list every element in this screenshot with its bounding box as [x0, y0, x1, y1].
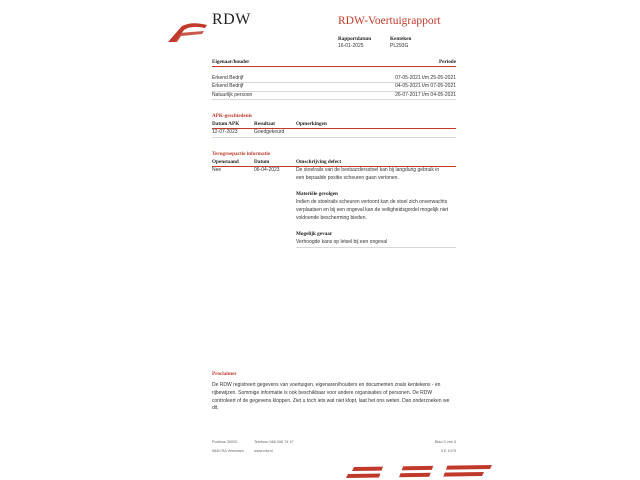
footer-web: www.rdw.nl [254, 449, 273, 453]
footer-stripes-icon [344, 464, 494, 480]
footer-address: 9640 RA Veendam [212, 449, 244, 453]
recall-col-date: Datum [254, 159, 270, 165]
proclaimer-title: Proclaimer [212, 371, 237, 377]
proclaimer-text: De RDW registreert gegevens van voertuigen, eigenaren/houders en documenten zoals kentekens - en rijbewijzen. Sommige informatie is ook beschikbaar voor andere organisaties of personen. De RDW controleert of de gegevens kloppen. Ziet u toch iets wat niet klopt, laat het ons weten. Dan onderzoeken we dit. [212, 382, 450, 412]
recall-defect-text: De stoelrails van de bestuurdersstoel kan bij langdurig gebruik in een bepaalde positie scheuren gaan vertonen. [296, 167, 440, 181]
apk-col-date: Datum APK [212, 121, 240, 127]
recall-col-open: Openstaand [212, 159, 239, 165]
rdw-logo-icon [166, 22, 208, 44]
footer-page: Blad 3 van 3 [434, 440, 456, 444]
danger-text: Verhoogde kans op letsel bij een ongeval [296, 239, 388, 245]
footer-postbus: Postbus 30000 [212, 440, 238, 444]
owner-row-2-type: Erkend Bedrijf [212, 83, 244, 89]
report-date: 16-01-2025 [338, 43, 364, 49]
plate-label: Kenteken [390, 36, 412, 42]
danger-title: Mogelijk gevaar [296, 231, 333, 237]
period-header: Periode [439, 59, 456, 65]
consequence-text: Indien de stoelrails scheuren vertoont kan de stoel zich onverwachts verplaatsen en bij een ongeval kan de veiligheidsgordel mogelijk niet voldoende bescherming bieden. [296, 199, 449, 221]
recall-open-value: Nee [212, 167, 222, 173]
apk-col-remarks: Opmerkingen [296, 121, 327, 127]
apk-section-title: APK-geschiedenis [212, 113, 253, 119]
owner-row-3-type: Natuurlijk persoon [212, 91, 253, 98]
recall-section-title: Terugroepactie informatie [212, 151, 271, 157]
footer-code: 3 E 1079 [440, 449, 456, 453]
owner-row-2-period: 04-05-2021 t/m 07-05-2021 [395, 83, 456, 89]
apk-row-result: Goedgekeurd [254, 129, 285, 135]
recall-col-defect: Omschrijving defect [296, 159, 342, 165]
org-name: RDW [212, 11, 251, 28]
recall-date-value: 06-04-2023 [254, 167, 280, 173]
consequence-title: Materiële gevolgen [296, 191, 338, 197]
plate-number: PL293G [390, 43, 409, 49]
owner-row-1-type: Erkend Bedrijf [212, 75, 244, 81]
apk-col-result: Resultaat [254, 121, 276, 127]
apk-row-date: 12-07-2023 [212, 129, 238, 135]
report-date-label: Rapportdatum [338, 36, 372, 42]
footer-phone: Telefoon 088 008 74 47 [254, 440, 294, 444]
owner-row-3-period: 26-07-2017 t/m 04-05-2021 [395, 91, 456, 98]
document-title: RDW-Voertuigrapport [338, 15, 441, 27]
owners-header: Eigenaar/houder [212, 59, 250, 65]
owner-row-1-period: 07-05-2021 t/m 25-05-2021 [395, 75, 456, 81]
